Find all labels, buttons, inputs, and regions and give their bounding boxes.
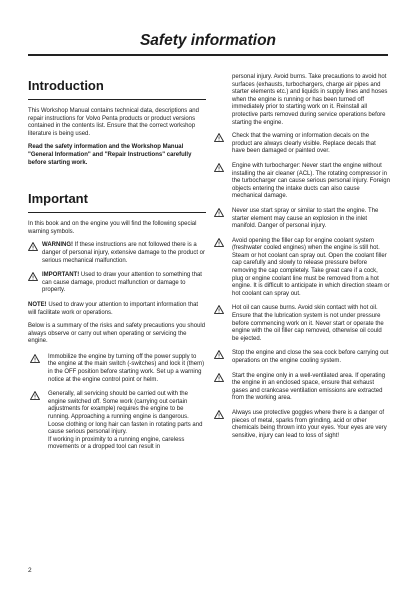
warning-triangle-icon — [28, 242, 38, 251]
left-column — [28, 74, 206, 459]
safety-item-text: Never use start spray or similar to start the engine. The starter element may cause an explosion in the inlet manifold. Danger of personal injury. — [232, 207, 379, 230]
important-heading: Important — [28, 191, 88, 207]
continued-paragraph: personal injury. Avoid burns. Take precautions to avoid hot surfaces (exhausts, turbochargers, charge air pipes and starter elements etc.) and liquids in supply lines and hoses when the engine is running or has been turned off immediately prior to starting work on it. Reinstall all protective parts removed during service operations before starting the engine. — [232, 74, 388, 126]
safety-item — [28, 354, 206, 384]
important-text: Used to draw your attention to something that can cause damage, product malfunction or damage to property. — [42, 272, 202, 294]
svg-text:!: ! — [218, 241, 220, 247]
warning-triangle-icon — [214, 350, 224, 359]
safety-item-text: Check that the warning or information decals on the product are always clearly visible. Replace decals that have been damaged or painted over. — [232, 133, 376, 155]
warning-triangle-icon — [214, 133, 224, 142]
safety-item-text: Always use protective goggles where there is a danger of pieces of metal, sparks from grinding, acid or other chemicals being thrown into your eyes. Your eyes are very sensitive, injury can lead to loss of sight! — [232, 409, 387, 439]
title-divider — [28, 54, 388, 56]
note-text: Used to draw your attention to important information that will facilitate work or operations. — [28, 301, 199, 316]
svg-text:!: ! — [218, 136, 220, 143]
svg-text:!: ! — [32, 245, 34, 252]
svg-text:!: ! — [34, 357, 36, 363]
safety-item — [212, 208, 390, 231]
warning-triangle-icon — [214, 163, 224, 172]
warning-triangle-icon — [214, 373, 224, 382]
page-header — [28, 32, 388, 56]
safety-item — [212, 238, 390, 299]
safety-item — [212, 133, 390, 156]
spacer — [28, 173, 206, 187]
safety-item-text: Avoid opening the filler cap for engine coolant system (freshwater cooled engines) when the engine is still hot. Steam or hot coolant can spray out. Open the coolant filler cap carefully and slowly to release pressure before removing the cap completely. Take great care if a cock, plug or engine coolant line must be removed from a hot engine. It is difficult to anticipate in which direction steam or hot coolant can spray out. — [232, 237, 390, 297]
svg-text:!: ! — [218, 309, 220, 315]
note-definition — [28, 302, 206, 317]
page-number: 2 — [28, 567, 32, 574]
svg-text:!: ! — [32, 275, 34, 282]
safety-item-text: Stop the engine and close the sea cock before carrying out operations on the engine cooling system. — [232, 350, 389, 364]
warning-triangle-icon — [214, 238, 224, 247]
warning-triangle-icon — [214, 305, 224, 314]
introduction-divider — [28, 99, 206, 100]
important-triangle-icon — [28, 272, 38, 281]
safety-item-text: Engine with turbocharger: Never start the engine without installing the air cleaner (ACL). The rotating compressor in the turbocharger can cause serious personal injury. Foreign objects entering the intake ducts can also cause mechanical damage. — [232, 162, 390, 200]
right-column — [212, 74, 390, 447]
important-label: IMPORTANT! — [42, 272, 80, 279]
safety-item-text: Immobilize the engine by turning off the power supply to the engine at the main switch (-switches) and lock it (them) in the OFF position before starting work. Set up a warning notice at the engine control point or helm. — [48, 353, 205, 383]
warning-label: WARNING! — [42, 242, 73, 249]
safety-item — [212, 350, 390, 365]
page-title: Safety information — [139, 32, 277, 49]
warning-triangle-icon — [30, 391, 40, 400]
svg-text:!: ! — [218, 166, 220, 172]
safety-item — [28, 391, 206, 452]
safety-item-text: Generally, all servicing should be carried out with the engine switched off. Some work (carrying out certain adjustments for example) requires the engine to be running. Approaching a running engine is dangerous. Loose clothing or long hair can fasten in rotating parts and cause serious personal injury. If working in proximity to a running engine, careless movements or a dropped tool can result in — [48, 391, 203, 451]
warning-triangle-icon — [214, 410, 224, 419]
safety-item-text: Start the engine only in a well-ventilated area. If operating the engine in an enclosed space, ensure that exhaust gases and crankcase ventilation emissions are extracted from the working area. — [232, 372, 386, 402]
warning-triangle-icon — [214, 208, 224, 217]
safety-item — [212, 163, 390, 201]
svg-text:!: ! — [218, 211, 220, 217]
warning-definition — [28, 242, 206, 265]
warning-triangle-icon — [30, 354, 40, 363]
introduction-heading: Introduction — [28, 78, 104, 93]
safety-item — [212, 373, 390, 403]
introduction-instruction: Read the safety information and the Workshop Manual "General Information" and "Repair Instructions" carefully before starting work. — [28, 144, 192, 166]
introduction-paragraph: This Workshop Manual contains technical data, descriptions and repair instructions for Volvo Penta products or product versions contained in the contents list. Ensure that the correct workshop literature is being used. — [28, 108, 199, 137]
warning-text: If these instructions are not followed there is a danger of personal injury, extensive damage to the product or serious mechanical malfunction. — [42, 242, 205, 264]
risk-summary-paragraph: Below is a summary of the risks and safety precautions you should always observe or carry out when operating or servicing the engine. — [28, 323, 206, 345]
important-divider — [28, 212, 206, 213]
svg-text:!: ! — [218, 413, 220, 419]
safety-item — [212, 305, 390, 343]
svg-text:!: ! — [218, 354, 220, 360]
important-intro-paragraph: In this book and on the engine you will find the following special warning symbols. — [28, 221, 197, 235]
note-label: NOTE! — [28, 301, 47, 308]
important-definition — [28, 272, 206, 295]
safety-item — [212, 410, 390, 440]
svg-text:!: ! — [218, 376, 220, 382]
safety-item-text: Hot oil can cause burns. Avoid skin contact with hot oil. Ensure that the lubrication system is not under pressure before commencing work on it. Never start or operate the engine with the oil filler cap removed, otherwise oil could be ejected. — [232, 305, 384, 342]
svg-text:!: ! — [34, 394, 36, 401]
